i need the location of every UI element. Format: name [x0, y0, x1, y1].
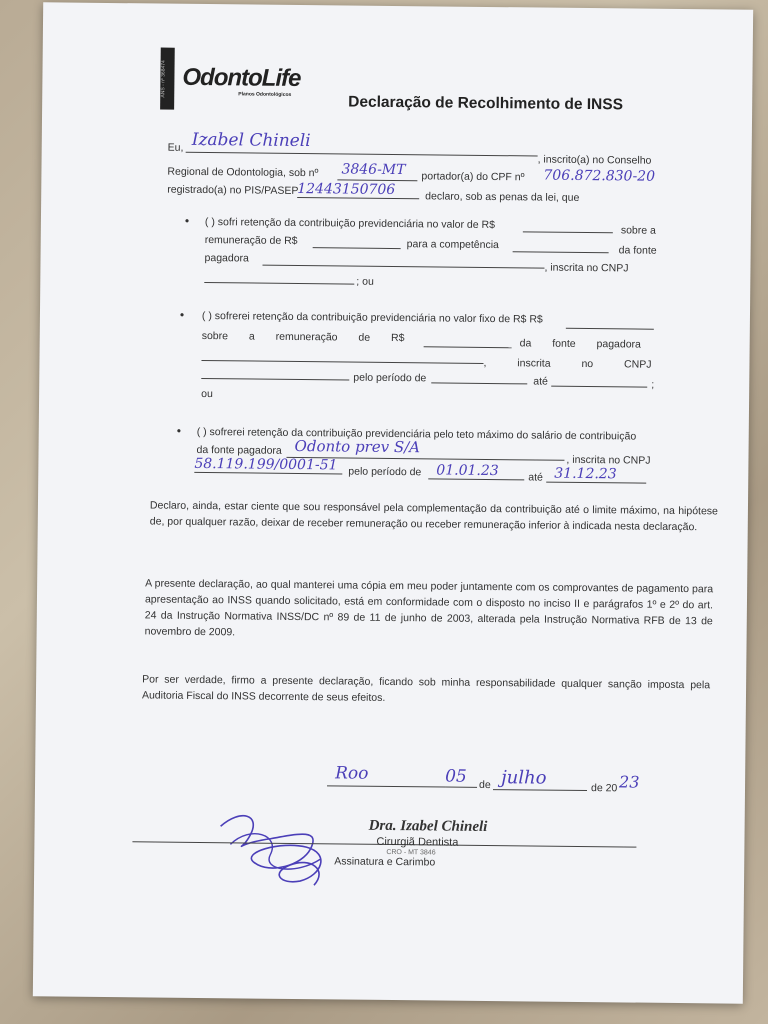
date-de-1: de — [478, 778, 491, 792]
option3-cnpj-handwritten: 58.119.199/0001-51 — [194, 455, 338, 474]
stamp-title: Cirurgiã Dentista — [376, 835, 459, 849]
name-line — [186, 152, 538, 157]
day-line — [445, 787, 477, 788]
option2-line2b: da fonte pagadora — [519, 337, 641, 351]
city-line — [327, 785, 445, 787]
option1-line4: ; ou — [356, 275, 374, 288]
option2-fim-line — [551, 386, 647, 388]
logo-subtitle: Planos Odontológicos — [238, 91, 292, 98]
eu-label: Eu, — [167, 141, 184, 154]
option3-fim-handwritten: 31.12.23 — [554, 465, 617, 483]
option1-line1: ( ) sofri retenção da contribuição previdenciária no valor de R$ — [204, 216, 496, 232]
month-handwritten: julho — [501, 767, 547, 789]
option3-line2b: , inscrita no CNPJ — [566, 453, 651, 467]
option3-line2a: da fonte pagadora — [196, 443, 282, 457]
paragraph-ciente: Declaro, ainda, estar ciente que sou responsável pela complementação da contribuição até o limite máximo, na hipótese de, por qualquer razão, deixar de receber remuneração ou receber remuneração inferior à indicada nesta declaração. — [149, 499, 718, 534]
option1-line3a: pagadora — [204, 252, 249, 265]
inscrito-label: , inscrito(a) no Conselho — [537, 153, 652, 167]
stamp-cro: CRO - MT 3846 — [386, 848, 436, 857]
year-handwritten: 23 — [618, 772, 640, 792]
option2-fonte-line — [201, 360, 483, 364]
city-handwritten: Roo — [335, 763, 369, 784]
option2-remuneracao-line — [424, 346, 512, 348]
pis-label: registrado(a) no PIS/PASEP — [167, 183, 299, 197]
option3-fonte-handwritten: Odonto prev S/A — [294, 436, 421, 457]
option1-line2a: remuneração de R$ — [204, 234, 298, 247]
option3-line3a: pelo período de — [348, 465, 422, 479]
option2-line5: ou — [201, 387, 213, 401]
option2-value-line — [566, 328, 654, 330]
option1-cnpj-line — [204, 282, 354, 285]
logo-text: OdontoLife — [182, 63, 301, 93]
option1-line2b: para a competência — [406, 238, 500, 252]
option1-value-line — [523, 231, 613, 233]
regional-label: Regional de Odontologia, sob nº — [167, 165, 319, 180]
bullet-3: • — [176, 423, 182, 438]
option2-line3: , inscrita no CNPJ — [483, 356, 652, 371]
day-handwritten: 05 — [445, 766, 467, 787]
date-de-2: de 20 — [590, 782, 618, 795]
month-line — [493, 789, 587, 791]
declaration-document — [33, 2, 753, 1003]
handwritten-signature — [210, 804, 341, 895]
signature-label: Assinatura e Carimbo — [334, 855, 436, 869]
option2-line4b: até — [533, 375, 548, 388]
stamp-name: Dra. Izabel Chineli — [368, 817, 488, 836]
bullet-1: • — [184, 213, 190, 228]
cro-handwritten: 3846-MT — [341, 161, 406, 179]
option2-line2a: sobre a remuneração de R$ — [201, 329, 405, 345]
document-title: Declaração de Recolhimento de INSS — [348, 93, 624, 114]
portador-label: portador(a) do CPF nº — [421, 170, 525, 184]
option2-cnpj-line — [201, 378, 349, 381]
option1-line2c: da fonte — [618, 244, 657, 257]
option3-line3b: até — [528, 471, 543, 484]
odontolife-logo — [182, 63, 301, 98]
option2-line1: ( ) sofrerei retenção da contribuição previdenciária no valor fixo de R$ R$ — [201, 309, 543, 326]
option1-fonte-line — [262, 265, 544, 269]
cpf-handwritten: 706.872.830-20 — [543, 167, 656, 185]
paragraph-conformidade: A presente declaração, ao qual manterei uma cópia em meu poder juntamente com os comprovantes de pagamento para apresentação ao INSS quando solicitado, está em conformidade com o disposto no inciso II e parágrafos 1º e 2º do art. 24 da Instrução Normativa INSS/DC nº 89 de 11 de junho de 2003, alterada pela Instrução Normativa RFB de 13 de novembro de 2009. — [144, 577, 714, 639]
name-handwritten: Izabel Chineli — [191, 129, 311, 152]
option3-line1: ( ) sofrerei retenção da contribuição previdenciária pelo teto máximo do salário de contribuição — [196, 425, 637, 443]
option1-remuneracao-line — [313, 247, 401, 249]
paragraph-verdade: Por ser verdade, firmo a presente declaração, ficando sob minha responsabilidade qualquer sanção imposta pela Auditoria Fiscal do INSS decorrente de seus efeitos. — [141, 673, 711, 704]
bullet-2: • — [179, 307, 185, 322]
option2-inicio-line — [431, 382, 527, 384]
logo-ans-bar: ANS - nº 368474 — [160, 48, 175, 110]
option2-line4c: ; — [651, 378, 655, 391]
option1-sobre: sobre a — [620, 224, 656, 237]
option3-inicio-handwritten: 01.01.23 — [436, 462, 499, 480]
option1-line3b: , inscrita no CNPJ — [544, 261, 629, 275]
declaro-label: declaro, sob as penas da lei, que — [425, 190, 580, 204]
pis-handwritten: 12443150706 — [297, 180, 396, 199]
option1-competencia-line — [513, 251, 609, 253]
option2-line4a: pelo período de — [353, 371, 427, 385]
